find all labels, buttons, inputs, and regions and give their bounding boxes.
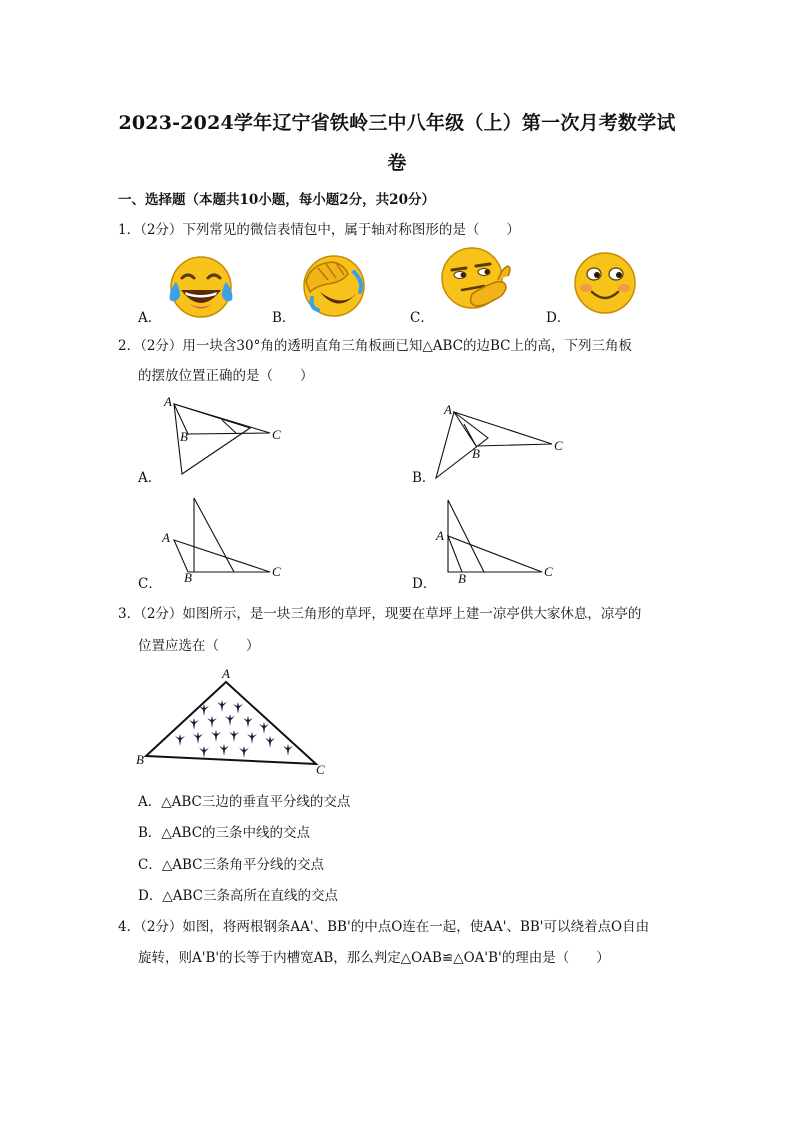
tears-of-joy-face-icon <box>166 254 236 320</box>
q2c-label-b: B <box>184 570 192 585</box>
q2-option-d: D． <box>412 576 437 592</box>
exam-title-line2: 卷 <box>387 152 407 174</box>
grass-tuft <box>243 716 253 728</box>
grass-tuft <box>233 702 243 714</box>
q2a-label-c: C <box>272 427 281 442</box>
q1-option-c: C． <box>410 310 434 326</box>
q3-label-a: A <box>222 666 230 681</box>
q4-stem-line1: 4．（2分）如图，将两根钢条AA'、BB'的中点O连在一起，使AA'、BB'可以绕着点O自由 <box>118 919 650 935</box>
q2d-label-c: C <box>544 564 553 579</box>
q2-figure-b <box>436 400 576 480</box>
q3-label-b: B <box>136 752 144 767</box>
q2a-label-a: A <box>164 394 172 409</box>
grass-tuft <box>193 732 203 744</box>
q3-lawn-triangle-figure <box>134 664 334 780</box>
smiling-face-icon <box>572 250 638 316</box>
grass-tufts-icon <box>175 700 293 758</box>
q2-stem-line2: 的摆放位置正确的是（ ） <box>138 368 314 384</box>
q1-option-b: B． <box>272 310 296 326</box>
q3-choice-d: D．△ABC三条高所在直线的交点 <box>138 888 338 904</box>
q2-option-c: C． <box>138 576 162 592</box>
q3-stem-line1: 3．（2分）如图所示，是一块三角形的草坪，现要在草坪上建一凉亭供大家休息，凉亭的 <box>118 606 642 622</box>
grass-tuft <box>211 730 221 742</box>
section-heading: 一、选择题（本题共10小题，每小题2分，共20分） <box>118 192 435 208</box>
q2d-label-b: B <box>458 571 466 586</box>
grass-tuft <box>247 732 257 744</box>
grass-tuft <box>199 746 209 758</box>
q1-option-a: A． <box>138 310 162 326</box>
q2-figure-d <box>434 494 564 584</box>
grass-tuft <box>217 700 227 712</box>
q1-stem: 1．（2分）下列常见的微信表情包中，属于轴对称图形的是（ ） <box>118 222 520 238</box>
q2b-label-a: A <box>444 402 452 417</box>
q2-figure-a <box>160 392 290 476</box>
q3-stem-line2: 位置应选在（ ） <box>138 638 260 654</box>
grass-tuft <box>229 730 239 742</box>
grass-tuft <box>259 722 269 734</box>
q2-option-a: A． <box>138 470 162 486</box>
exam-title-line1: 2023-2024学年辽宁省铁岭三中八年级（上）第一次月考数学试 <box>118 112 676 134</box>
q2a-label-b: B <box>180 429 188 444</box>
q4-stem-line2: 旋转，则A'B'的长等于内槽宽AB，那么判定△OAB≌△OA'B'的理由是（ ） <box>138 950 610 966</box>
smirking-thinking-face-icon <box>438 244 512 316</box>
q3-label-c: C <box>316 762 325 777</box>
q2-option-b: B． <box>412 470 436 486</box>
grass-tuft <box>175 734 185 746</box>
q3-choice-a: A．△ABC三边的垂直平分线的交点 <box>138 794 351 810</box>
q2-figure-c <box>160 494 290 584</box>
q2c-label-c: C <box>272 564 281 579</box>
grass-tuft <box>219 744 229 756</box>
q3-choice-b: B．△ABC的三条中线的交点 <box>138 825 311 841</box>
q2d-label-a: A <box>436 528 444 543</box>
q2b-label-b: B <box>472 446 480 461</box>
facepalm-laughing-face-icon <box>298 252 370 320</box>
grass-tuft <box>189 718 199 730</box>
grass-tuft <box>207 716 217 728</box>
q2c-label-a: A <box>162 530 170 545</box>
q2b-label-c: C <box>554 438 563 453</box>
grass-tuft <box>225 714 235 726</box>
q3-choice-c: C．△ABC三条角平分线的交点 <box>138 857 324 873</box>
q1-option-d: D． <box>546 310 571 326</box>
grass-tuft <box>239 746 249 758</box>
q2-stem-line1: 2．（2分）用一块含30°角的透明直角三角板画已知△ABC的边BC上的高，下列三角板 <box>118 338 632 354</box>
grass-tuft <box>265 736 275 748</box>
grass-tuft <box>283 744 293 756</box>
